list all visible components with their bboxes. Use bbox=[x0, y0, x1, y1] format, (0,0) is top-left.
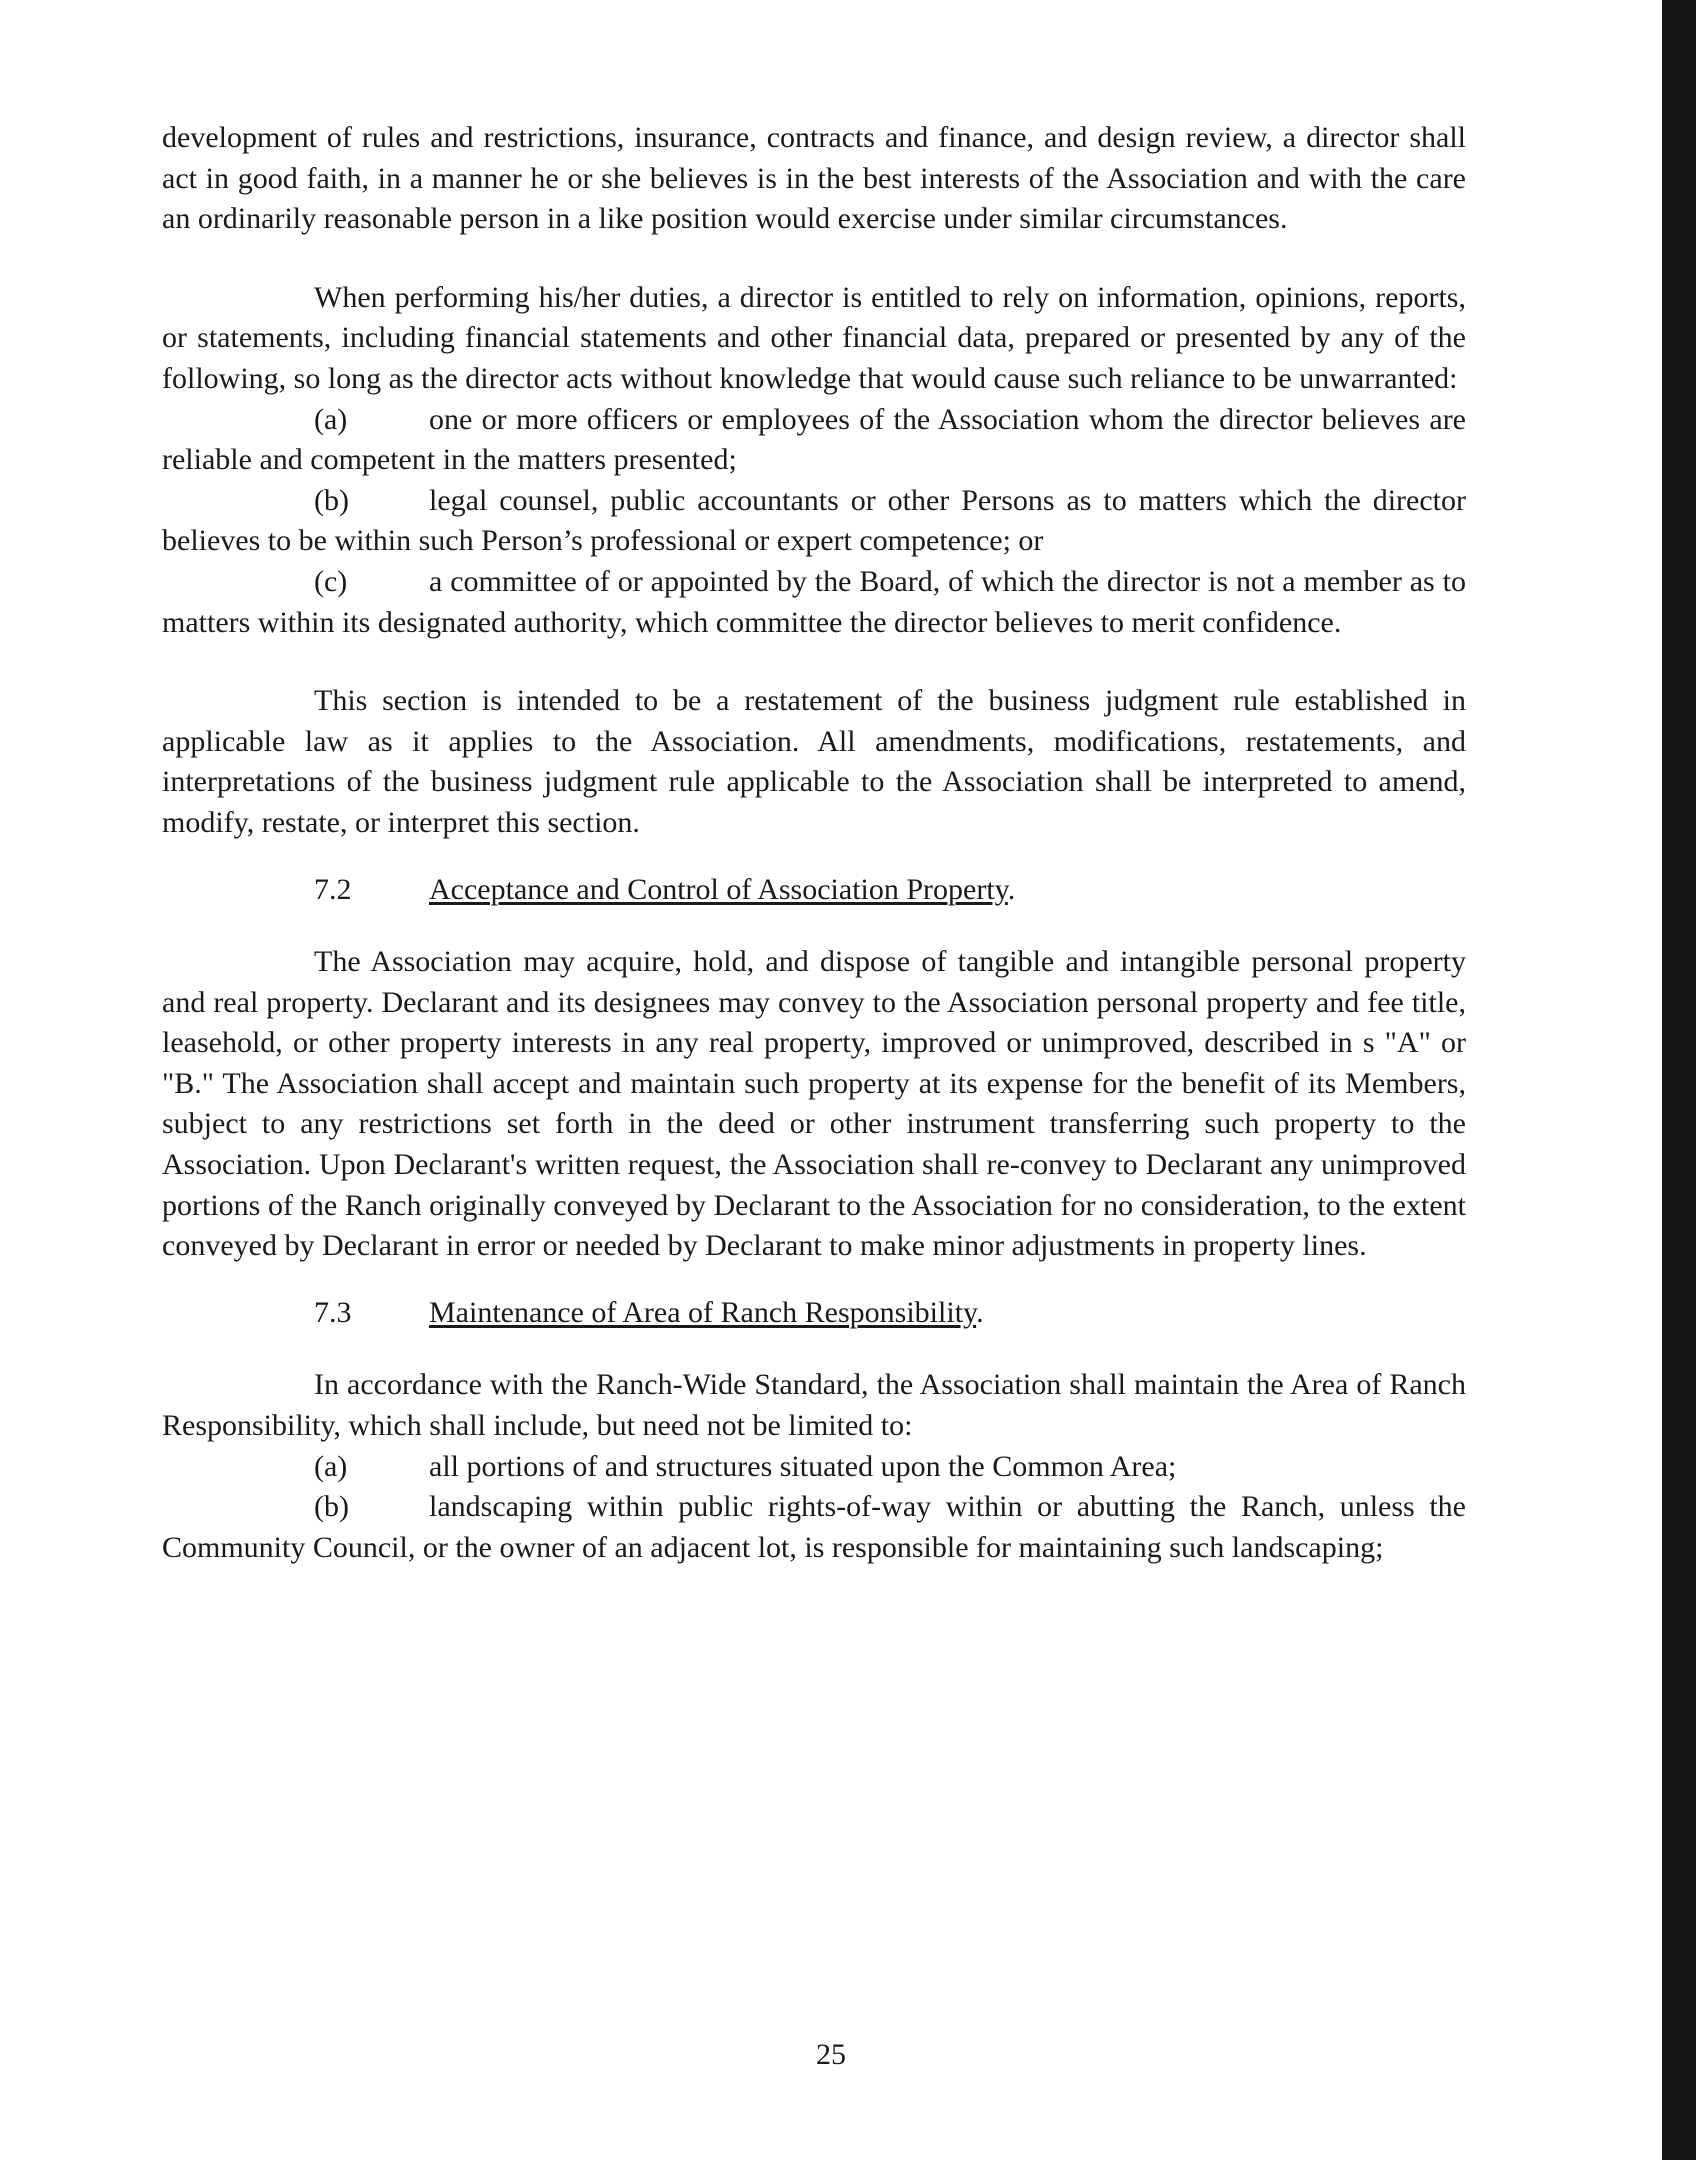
item-label: (c) bbox=[314, 564, 348, 598]
page-number: 25 bbox=[816, 2038, 846, 2071]
reliance-item-b bbox=[162, 481, 1466, 562]
section-number: 7.2 bbox=[314, 872, 352, 906]
section-7-2-body: The Association may acquire, hold, and dispose of tangible and intangible personal property and real property. Declarant and its designees may convey to the Association personal property and fee title, leasehold, or other property interests in any real property, improved or unimproved, described in s "A" or "B." The Association shall accept and maintain such property at its expense for the benefit of its Members, subject to any restrictions set forth in the deed or other instrument transferring such property to the Association. Upon Declarant's written request, the Association shall re-convey to Declarant any unimproved portions of the Ranch originally conveyed by Declarant to the Association for no consideration, to the extent conveyed by Declarant in error or needed by Declarant to make minor adjustments in property lines. bbox=[162, 945, 1466, 1263]
item-label: (a) bbox=[314, 1449, 348, 1483]
paragraph-continued: development of rules and restrictions, insurance, contracts and finance, and design review, a director shall act in good faith, in a manner he or she believes is in the best interests of the Association and with the care an ordinarily reasonable person in a like position would exercise under similar circumstances. bbox=[162, 121, 1466, 236]
item-text: legal counsel, public accountants or other Persons as to matters which the director believes to be within such Person’s professional or expert competence; or bbox=[162, 483, 1466, 558]
section-7-3-heading bbox=[162, 1293, 1466, 1334]
item-label: (a) bbox=[314, 402, 348, 436]
section-title: Maintenance of Area of Ranch Responsibility bbox=[429, 1295, 977, 1329]
section-7-3-body: In accordance with the Ranch-Wide Standard, the Association shall maintain the Area of Ranch Responsibility, which shall include, but need not be limited to: bbox=[162, 1368, 1466, 1443]
document-body bbox=[162, 118, 1466, 1568]
section-title-period: . bbox=[976, 1295, 984, 1329]
reliance-item-a bbox=[162, 400, 1466, 481]
section-7-2-heading bbox=[162, 870, 1466, 911]
item-label: (b) bbox=[314, 483, 349, 517]
item-text: landscaping within public rights-of-way within or abutting the Ranch, unless the Community Council, or the owner of an adjacent lot, is responsible for maintaining such landscaping; bbox=[162, 1490, 1466, 1564]
section-title-period: . bbox=[1007, 872, 1016, 906]
maintenance-item-b bbox=[162, 1487, 1466, 1568]
scan-edge-shadow bbox=[1662, 0, 1696, 2160]
section-title: Acceptance and Control of Association Property bbox=[429, 872, 1008, 906]
paragraph-business-judgment-rule: This section is intended to be a restatement of the business judgment rule established in applicable law as it applies to the Association. All amendments, modifications, restatements, and interpretations of the business judgment rule applicable to the Association shall be interpreted to amend, modify, restate, or interpret this section. bbox=[162, 684, 1466, 839]
reliance-item-c bbox=[162, 562, 1466, 643]
section-number: 7.3 bbox=[314, 1295, 352, 1329]
item-label: (b) bbox=[314, 1490, 349, 1524]
item-text: one or more officers or employees of the Association whom the director believes are reliable and competent in the matters presented; bbox=[162, 402, 1466, 477]
paragraph-director-reliance: When performing his/her duties, a director is entitled to rely on information, opinions, reports, or statements, including financial statements and other financial data, prepared or presented by any of the following, so long as the director acts without knowledge that would cause such reliance to be unwarranted: bbox=[162, 280, 1466, 395]
item-text: all portions of and structures situated upon the Common Area; bbox=[429, 1449, 1177, 1483]
maintenance-item-a bbox=[162, 1447, 1466, 1488]
item-text: a committee of or appointed by the Board, of which the director is not a member as to matters within its designated authority, which committee the director believes to merit confidence. bbox=[162, 564, 1466, 639]
